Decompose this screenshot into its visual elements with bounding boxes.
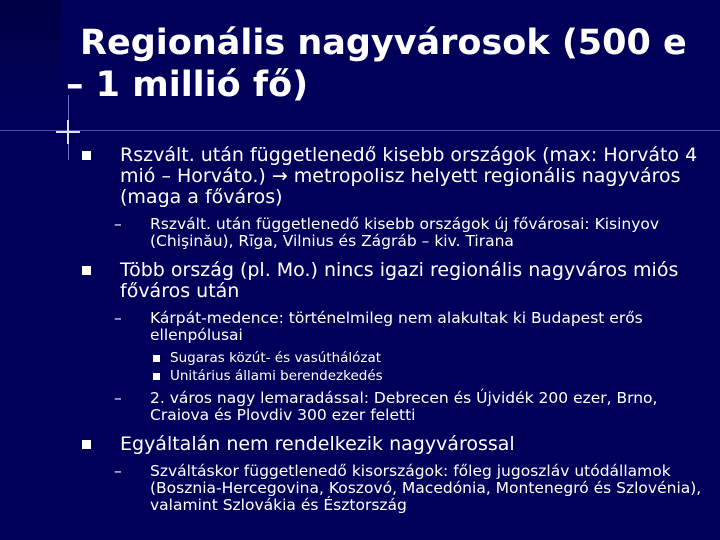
sub-sub-bullet-text: Sugaras közút- és vasúthálózat bbox=[170, 350, 382, 366]
dash-bullet-icon: – bbox=[114, 309, 122, 327]
dash-bullet-icon: – bbox=[114, 389, 122, 407]
sub-bullet-item bbox=[0, 310, 710, 344]
bullet-text: Egyáltalán nem rendelkezik nagyvárossal bbox=[120, 433, 515, 455]
small-square-bullet-icon bbox=[153, 373, 160, 380]
sub-sub-bullet-text: Unitárius állami berendezkedés bbox=[170, 368, 383, 384]
small-square-bullet-icon bbox=[153, 355, 160, 362]
sub-bullet-text: 2. város nagy lemaradással: Debrecen és Újvidék 200 ezer, Brno, Craiova és Plovdiv 300 ezer feletti bbox=[150, 389, 658, 424]
square-bullet-icon bbox=[82, 151, 91, 160]
bullet-item bbox=[0, 434, 698, 455]
sub-sub-bullet-item bbox=[0, 350, 710, 367]
bullet-item bbox=[0, 145, 698, 208]
bullet-item bbox=[0, 260, 698, 302]
sub-bullet-text: Rszvált. után függetlenedő kisebb országok új fővárosai: Kisinyov (Chişinău), Rīga, Vilnius és Zágráb – kiv. Tirana bbox=[150, 215, 660, 250]
slide-title bbox=[66, 22, 710, 106]
sub-bullet-item bbox=[0, 390, 710, 424]
title-divider-line bbox=[0, 130, 720, 131]
left-accent-band bbox=[0, 0, 62, 120]
sub-bullet-text: Szváltáskor függetlenedő kisországok: főleg jugoszláv utódállamok (Bosznia-Hercegovina, Koszovó, Macedónia, Montenegró és Szlovénia), valamint Szlovákia és Észtország bbox=[150, 462, 702, 514]
sparkle-decoration-icon bbox=[56, 120, 80, 144]
dash-bullet-icon: – bbox=[114, 462, 122, 480]
dash-bullet-icon: – bbox=[114, 215, 122, 233]
bullet-text: Több ország (pl. Mo.) nincs igazi regionális nagyváros miós főváros után bbox=[120, 259, 679, 302]
title-line-1: Regionális nagyvárosok (500 e bbox=[80, 23, 687, 63]
slide-body bbox=[0, 145, 720, 520]
title-line-2: – 1 millió fő) bbox=[66, 65, 309, 105]
bullet-text: Rszvált. után függetlenedő kisebb országok (max: Horváto 4 mió – Horváto.) → metropolisz helyett regionális nagyváros (maga a főváros) bbox=[120, 144, 698, 208]
sub-bullet-item bbox=[0, 463, 710, 514]
sub-bullet-text: Kárpát-medence: történelmileg nem alakultak ki Budapest erős ellenpólusai bbox=[150, 309, 643, 344]
square-bullet-icon bbox=[82, 266, 91, 275]
sub-sub-bullet-item bbox=[0, 368, 710, 385]
square-bullet-icon bbox=[82, 440, 91, 449]
sub-bullet-item bbox=[0, 216, 710, 250]
